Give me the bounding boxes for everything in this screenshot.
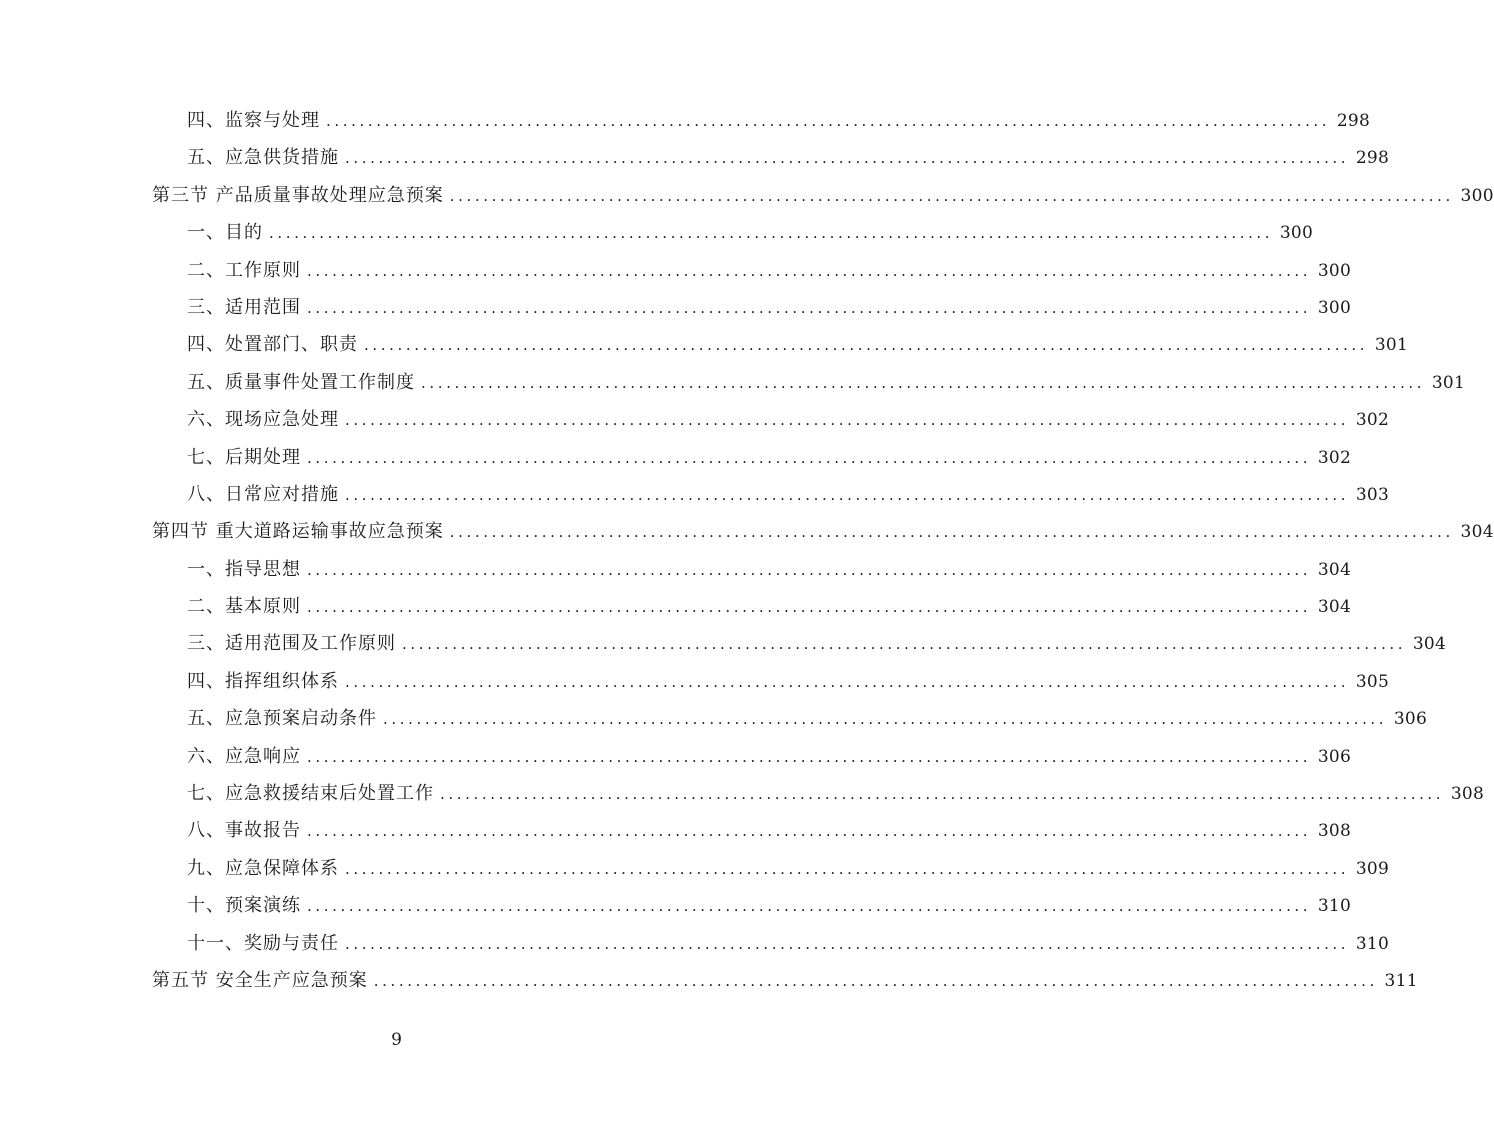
toc-entry-title: 四、处置部门、职责 [187, 334, 358, 356]
toc-entry-page: 301 [1431, 372, 1466, 393]
toc-dot-leader: ........................................................................................................................ [345, 934, 1350, 953]
toc-entry-title: 八、事故报告 [187, 820, 301, 842]
toc-dot-leader: ........................................................................................................................ [345, 859, 1350, 878]
toc-dot-leader: ........................................................................................................................ [345, 411, 1350, 430]
toc-subsection-entry[interactable] [0, 289, 1352, 326]
toc-entry-title: 三、适用范围及工作原则 [187, 633, 396, 655]
toc-entry-title: 四、指挥组织体系 [187, 670, 339, 692]
toc-subsection-entry[interactable] [0, 551, 1352, 588]
toc-subsection-entry[interactable] [0, 663, 1390, 700]
toc-entry-page: 300 [1279, 223, 1314, 244]
toc-entry-title: 七、后期处理 [187, 446, 301, 468]
toc-entry-page: 304 [1460, 522, 1494, 543]
toc-dot-leader: ........................................................................................................................ [269, 224, 1274, 243]
toc-entry-page: 298 [1336, 111, 1371, 131]
toc-entry-title: 十一、奖励与责任 [187, 932, 339, 954]
toc-section-entry[interactable] [0, 962, 1418, 999]
toc-subsection-entry[interactable] [0, 439, 1352, 476]
toc-entry-page: 308 [1317, 821, 1352, 842]
toc-dot-leader: ........................................................................................................................ [307, 298, 1312, 317]
toc-dot-leader: ........................................................................................................................ [421, 373, 1426, 392]
toc-entry-title: 第四节 重大道路运输事故应急预案 [152, 521, 444, 543]
toc-entry-title: 三、适用范围 [187, 296, 301, 318]
toc-dot-leader: ........................................................................................................................ [345, 149, 1350, 168]
toc-dot-leader: ........................................................................................................................ [449, 523, 1454, 542]
toc-entry-page: 304 [1412, 634, 1447, 655]
toc-dot-leader: ........................................................................................................................ [307, 822, 1312, 841]
toc-section-entry[interactable] [0, 513, 1494, 550]
toc-dot-leader: ........................................................................................................................ [383, 710, 1388, 729]
toc-entry-title: 六、应急响应 [187, 745, 301, 767]
toc-subsection-entry[interactable] [0, 850, 1390, 887]
toc-entry-page: 306 [1393, 709, 1428, 730]
toc-entry-page: 305 [1355, 671, 1390, 692]
toc-subsection-entry[interactable] [0, 738, 1352, 775]
toc-subsection-entry[interactable] [0, 700, 1428, 737]
toc-dot-leader: ........................................................................................................................ [345, 672, 1350, 691]
toc-dot-leader: ........................................................................................................................ [440, 785, 1445, 804]
toc-entry-title: 五、应急供货措施 [187, 147, 339, 169]
toc-dot-leader: ........................................................................................................................ [307, 897, 1312, 916]
toc-entry-title: 一、目的 [187, 222, 263, 244]
toc-entry-title: 五、应急预案启动条件 [187, 708, 377, 730]
toc-entry-page: 300 [1460, 185, 1494, 206]
page-number: 9 [391, 1030, 402, 1050]
toc-subsection-entry[interactable] [0, 476, 1390, 513]
toc-entry-page: 304 [1317, 559, 1352, 580]
toc-entry-title: 十、预案演练 [187, 895, 301, 917]
toc-entry-page: 306 [1317, 746, 1352, 767]
toc-dot-leader: ........................................................................................................................ [307, 261, 1312, 280]
toc-entry-page: 302 [1317, 447, 1352, 468]
toc-dot-leader: ........................................................................................................................ [307, 747, 1312, 766]
toc-entry-page: 298 [1355, 148, 1390, 169]
toc-entry-page: 311 [1384, 970, 1418, 991]
toc-subsection-entry[interactable] [0, 401, 1390, 438]
toc-subsection-entry[interactable] [0, 139, 1390, 176]
toc-dot-leader: ........................................................................................................................ [307, 598, 1312, 617]
table-of-contents [0, 102, 1494, 999]
toc-entry-title: 二、工作原则 [187, 259, 301, 281]
toc-subsection-entry[interactable] [0, 102, 1371, 139]
toc-entry-page: 304 [1317, 597, 1352, 618]
toc-entry-title: 一、指导思想 [187, 558, 301, 580]
toc-section-entry[interactable] [0, 177, 1494, 214]
toc-dot-leader: ........................................................................................................................ [373, 971, 1378, 990]
toc-entry-page: 309 [1355, 858, 1390, 879]
toc-subsection-entry[interactable] [0, 364, 1466, 401]
toc-dot-leader: ........................................................................................................................ [364, 336, 1369, 355]
toc-entry-title: 五、质量事件处置工作制度 [187, 371, 415, 393]
toc-dot-leader: ........................................................................................................................ [402, 635, 1407, 654]
toc-subsection-entry[interactable] [0, 775, 1485, 812]
toc-entry-title: 八、日常应对措施 [187, 483, 339, 505]
toc-entry-title: 九、应急保障体系 [187, 857, 339, 879]
toc-entry-page: 310 [1355, 933, 1390, 954]
toc-dot-leader: ........................................................................................................................ [307, 448, 1312, 467]
toc-dot-leader: ........................................................................................................................ [326, 112, 1331, 130]
toc-subsection-entry[interactable] [0, 326, 1409, 363]
toc-subsection-entry[interactable] [0, 588, 1352, 625]
toc-subsection-entry[interactable] [0, 925, 1390, 962]
toc-entry-page: 310 [1317, 896, 1352, 917]
toc-dot-leader: ........................................................................................................................ [449, 186, 1454, 205]
toc-entry-page: 300 [1317, 297, 1352, 318]
toc-subsection-entry[interactable] [0, 812, 1352, 849]
toc-entry-page: 300 [1317, 260, 1352, 281]
toc-entry-title: 六、现场应急处理 [187, 409, 339, 431]
toc-subsection-entry[interactable] [0, 625, 1447, 662]
toc-subsection-entry[interactable] [0, 214, 1314, 251]
toc-entry-title: 四、监察与处理 [187, 110, 320, 131]
toc-entry-page: 308 [1450, 784, 1485, 805]
toc-entry-title: 二、基本原则 [187, 596, 301, 618]
toc-entry-page: 303 [1355, 484, 1390, 505]
toc-entry-title: 七、应急救援结束后处置工作 [187, 783, 434, 805]
toc-entry-title: 第五节 安全生产应急预案 [152, 969, 368, 991]
toc-subsection-entry[interactable] [0, 887, 1352, 924]
toc-entry-title: 第三节 产品质量事故处理应急预案 [152, 184, 444, 206]
toc-dot-leader: ........................................................................................................................ [307, 560, 1312, 579]
toc-dot-leader: ........................................................................................................................ [345, 485, 1350, 504]
toc-subsection-entry[interactable] [0, 252, 1352, 289]
toc-entry-page: 302 [1355, 410, 1390, 431]
toc-entry-page: 301 [1374, 335, 1409, 356]
